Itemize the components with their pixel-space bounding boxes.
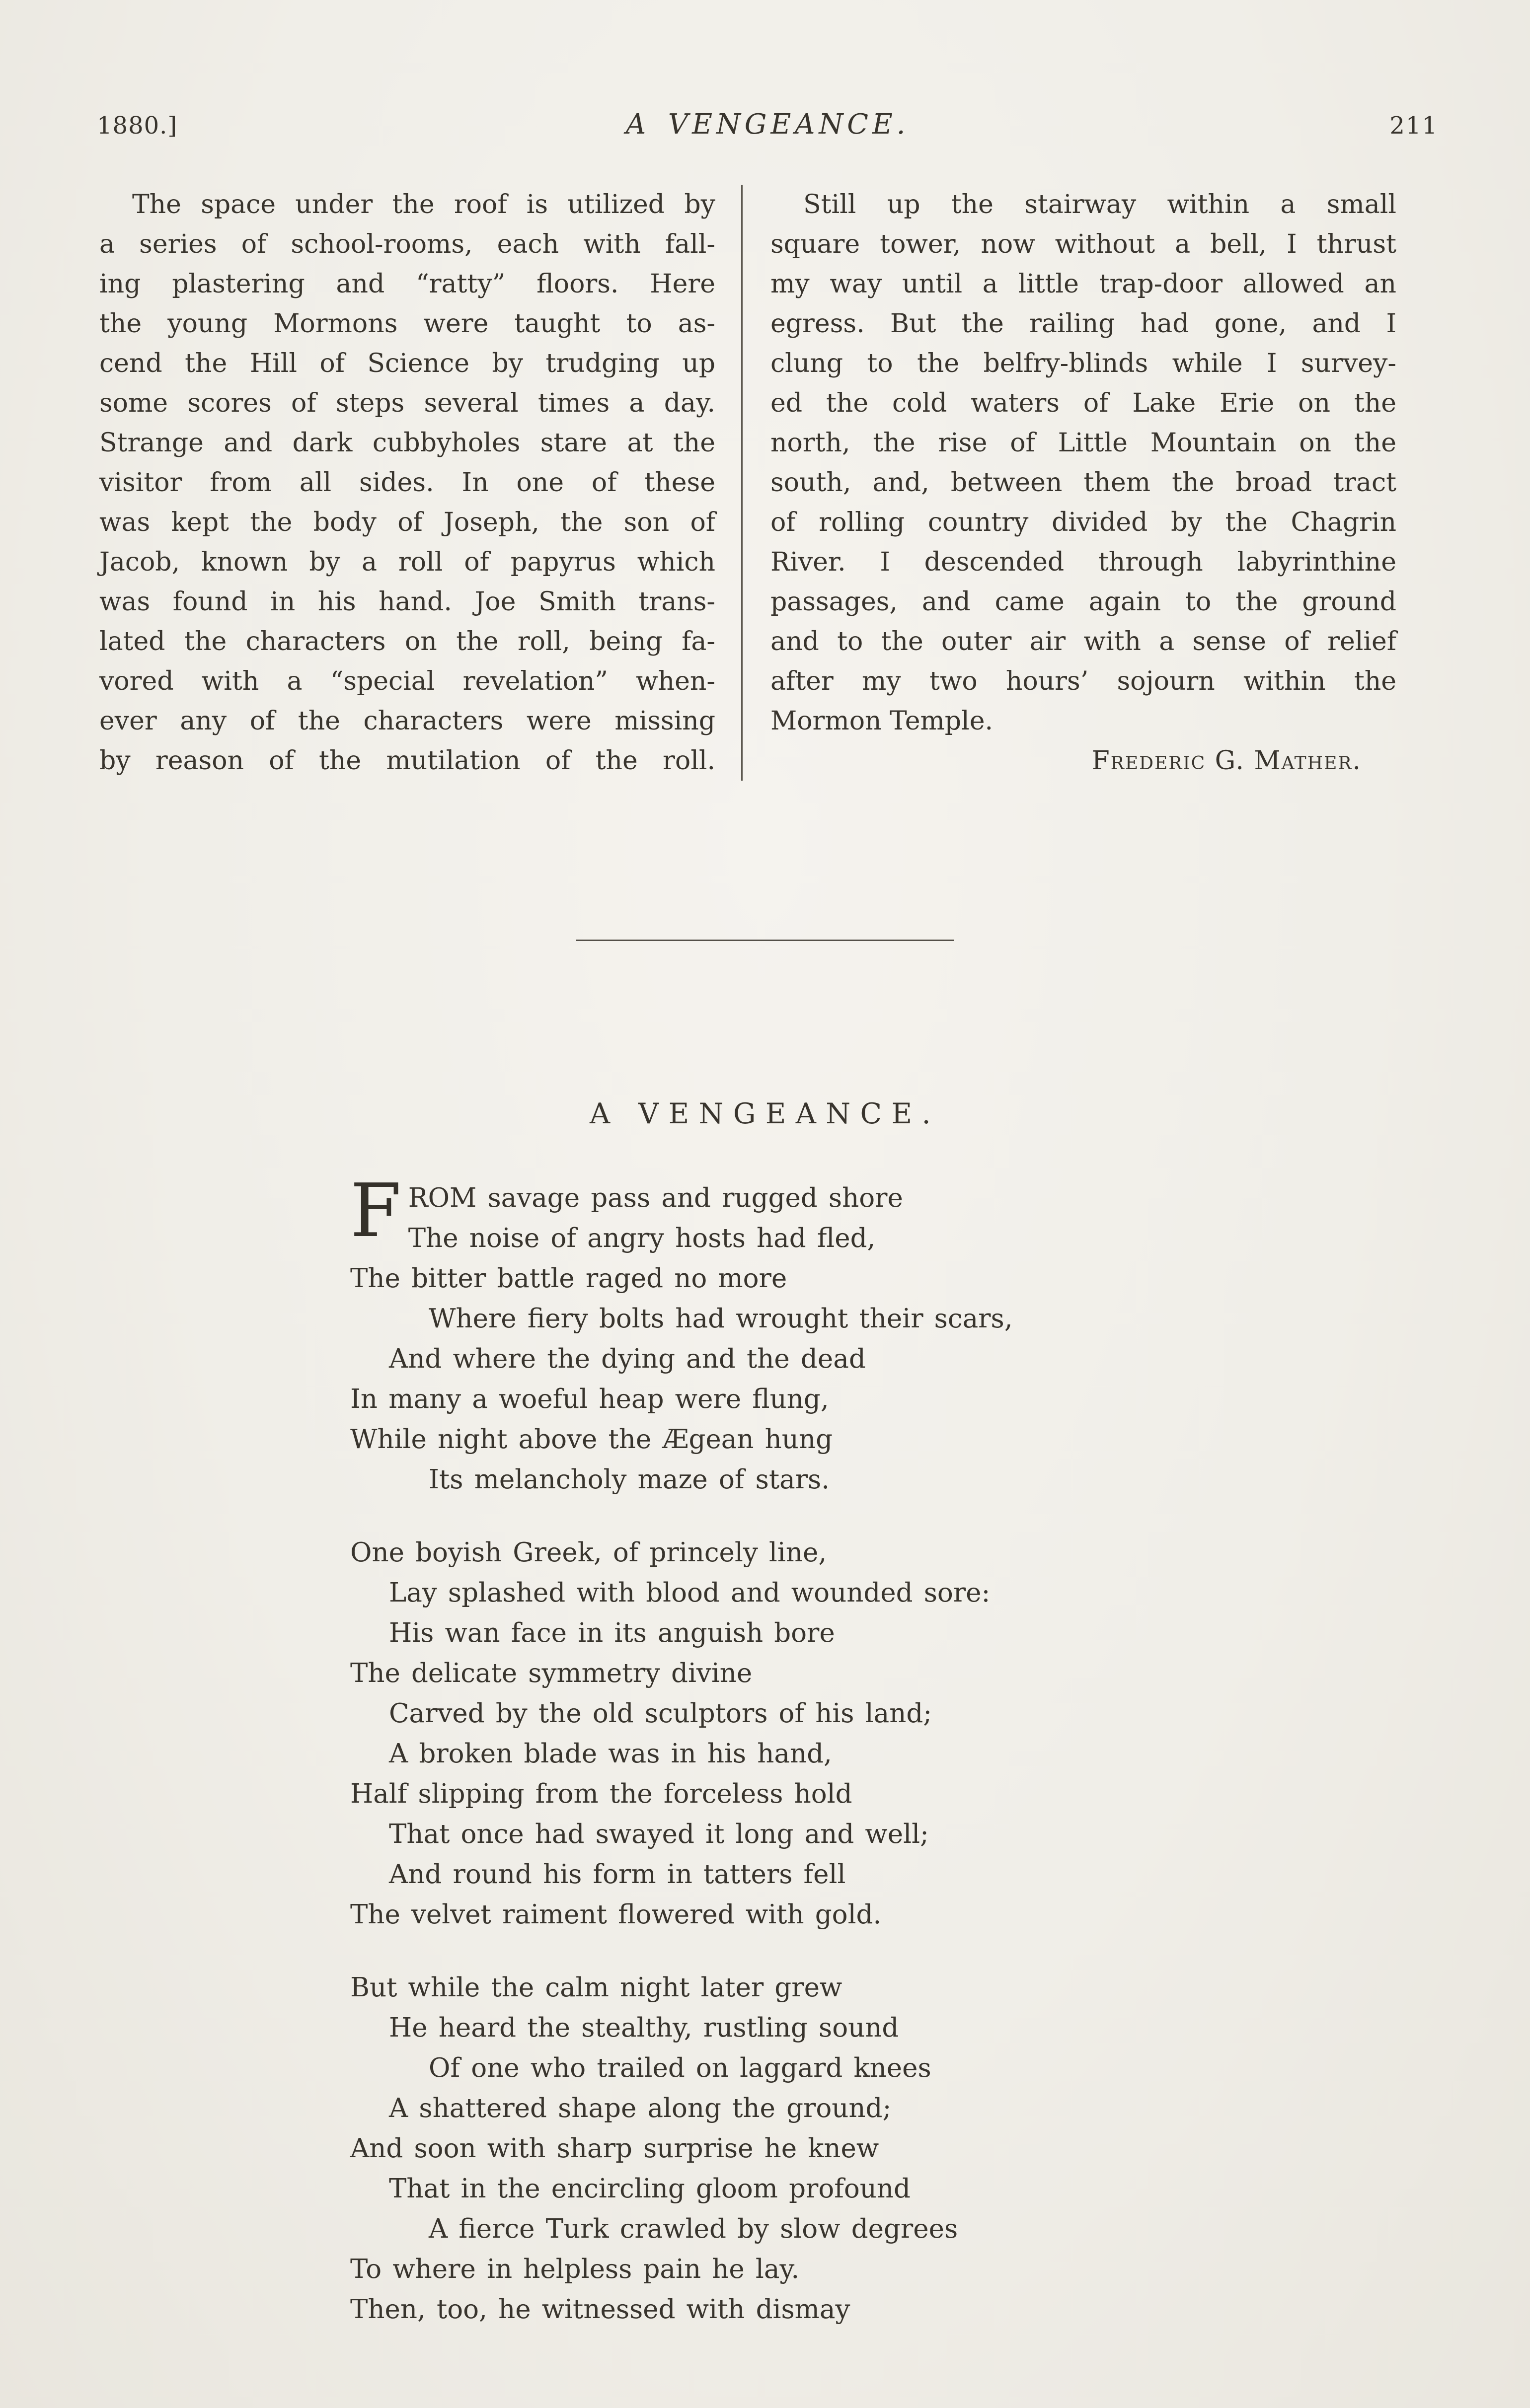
- poem-line: He heard the stealthy, rustling sound: [389, 2013, 899, 2043]
- poem-line: Carved by the old sculptors of his land;: [389, 1698, 932, 1729]
- prose-column-right: [743, 185, 1396, 781]
- poem-line: To where in helpless pain he lay.: [350, 2254, 800, 2284]
- page-header: [97, 108, 1438, 141]
- prose-column-left: [99, 185, 743, 781]
- prose-section: [99, 185, 1436, 781]
- drop-cap-initial: F: [350, 1168, 401, 1253]
- prose-line: ed the cold waters of Lake Erie on the: [770, 388, 1396, 418]
- prose-line: south, and, between them the broad tract: [770, 468, 1396, 498]
- poem-line: Lay splashed with blood and wounded sore:: [389, 1578, 991, 1608]
- poem-line: One boyish Greek, of princely line,: [350, 1537, 827, 1568]
- poem-body: [350, 1168, 1195, 2330]
- poem-line: And soon with sharp surprise he knew: [350, 2133, 879, 2164]
- poem-line: In many a woeful heap were flung,: [350, 1384, 829, 1414]
- poem-stanza-1: [350, 1168, 1195, 1500]
- prose-line: River. I descended through labyrinthine: [770, 547, 1396, 577]
- poem-line: The delicate symmetry divine: [350, 1658, 753, 1688]
- prose-line: Still up the stairway within a small: [803, 190, 1396, 219]
- poem-line: The bitter battle raged no more: [350, 1263, 787, 1294]
- poem-stanza-2: [350, 1532, 1195, 1935]
- prose-line: by reason of the mutilation of the roll.: [99, 746, 715, 776]
- prose-line: of rolling country divided by the Chagrin: [770, 508, 1396, 537]
- prose-line: some scores of steps several times a day.: [99, 388, 715, 418]
- poem-line: Of one who trailed on laggard knees: [429, 2053, 931, 2083]
- header-year: 1880.]: [97, 112, 178, 140]
- prose-line: clung to the belfry-blinds while I survey-: [770, 349, 1396, 378]
- prose-line: and to the outer air with a sense of relief: [770, 627, 1396, 657]
- poem-line: The noise of angry hosts had fled,: [408, 1223, 876, 1253]
- poem-line: But while the calm night later grew: [350, 1972, 842, 2003]
- prose-line: vored with a “special revelation” when-: [99, 666, 715, 696]
- prose-line: egress. But the railing had gone, and I: [770, 309, 1396, 339]
- prose-line: was found in his hand. Joe Smith trans-: [99, 587, 715, 617]
- prose-line: cend the Hill of Science by trudging up: [99, 349, 715, 378]
- prose-line: north, the rise of Little Mountain on the: [770, 428, 1396, 458]
- prose-line: after my two hours’ sojourn within the: [770, 666, 1396, 696]
- page-number: 211: [1389, 112, 1438, 140]
- prose-line: lated the characters on the roll, being fa-: [99, 627, 715, 657]
- poem-line: ROM savage pass and rugged shore: [408, 1183, 903, 1213]
- prose-line: was kept the body of Joseph, the son of: [99, 508, 715, 537]
- section-divider-rule: [576, 940, 954, 941]
- poem-line: His wan face in its anguish bore: [389, 1618, 835, 1648]
- poem-line: Half slipping from the forceless hold: [350, 1779, 852, 1809]
- prose-line: visitor from all sides. In one of these: [99, 468, 715, 498]
- prose-line: Mormon Temple.: [770, 706, 993, 736]
- poem-line: That in the encircling gloom profound: [389, 2174, 911, 2204]
- poem-line: A fierce Turk crawled by slow degrees: [429, 2214, 958, 2244]
- poem-line: That once had swayed it long and well;: [389, 1819, 929, 1849]
- poem-line: And round his form in tatters fell: [389, 1859, 846, 1890]
- prose-line: passages, and came again to the ground: [770, 587, 1396, 617]
- author-byline: Frederic G. Mather.: [1091, 746, 1362, 776]
- prose-line: Strange and dark cubbyholes stare at the: [99, 428, 715, 458]
- prose-line: The space under the roof is utilized by: [132, 190, 715, 219]
- prose-line: ing plastering and “ratty” floors. Here: [99, 269, 715, 299]
- prose-line: Jacob, known by a roll of papyrus which: [99, 547, 715, 577]
- prose-line: ever any of the characters were missing: [99, 706, 715, 736]
- poem-line: Its melancholy maze of stars.: [429, 1464, 830, 1495]
- prose-line: a series of school-rooms, each with fall-: [99, 229, 715, 259]
- poem-line: Where fiery bolts had wrought their scars,: [429, 1304, 1013, 1334]
- prose-line: square tower, now without a bell, I thrust: [770, 229, 1396, 259]
- poem-line: The velvet raiment flowered with gold.: [350, 1899, 882, 1930]
- poem-line: A broken blade was in his hand,: [389, 1739, 832, 1769]
- poem-line: Then, too, he witnessed with dismay: [350, 2294, 850, 2325]
- poem-line: A shattered shape along the ground;: [389, 2093, 892, 2123]
- running-title: A VENGEANCE.: [625, 108, 910, 141]
- poem-title: A VENGEANCE.: [589, 1097, 940, 1130]
- prose-line: the young Mormons were taught to as-: [99, 309, 715, 339]
- poem-line: While night above the Ægean hung: [350, 1424, 833, 1455]
- poem-line: And where the dying and the dead: [389, 1344, 866, 1374]
- prose-line: my way until a little trap-door allowed an: [770, 269, 1396, 299]
- poem-stanza-3: [350, 1968, 1195, 2330]
